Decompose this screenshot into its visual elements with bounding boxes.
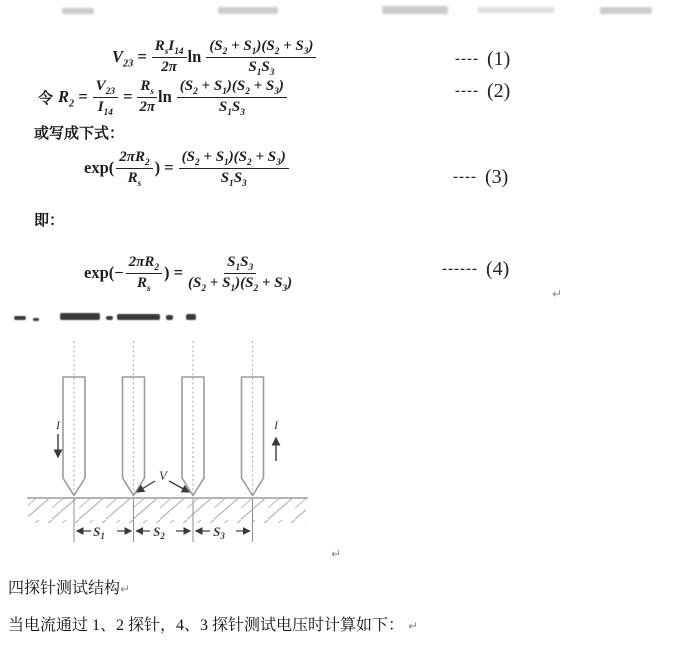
eq4-fraction-exponent	[126, 254, 162, 292]
figure-caption-line	[8, 575, 130, 598]
eq2-frac1-numerator: $V_{23}$	[93, 78, 118, 97]
spacing-label-s1: $S_1$	[93, 524, 105, 541]
eq1-number-label: (1)	[486, 48, 511, 70]
surface-hatching	[28, 499, 306, 523]
eq1-ln-operator: ln	[187, 47, 202, 66]
eq4-number-label: (4)	[485, 258, 510, 280]
eq2-prefix-ling: 令	[38, 90, 54, 107]
eq3-close-equals: ) =	[154, 158, 174, 177]
eq1-lhs: $V_{23}$ =	[112, 47, 147, 70]
paragraph-mark-after-figure: ↵	[331, 547, 342, 561]
probe-2	[123, 377, 145, 496]
paragraph-mark-after-eq4: ↵	[552, 287, 563, 301]
spacing-label-s3: $S_3$	[213, 524, 225, 541]
current-label-right: I	[274, 418, 278, 432]
eq3-frac1-denominator: $R_s$	[127, 169, 142, 189]
paragraph-mark-after-body: ↵	[408, 619, 419, 633]
eq2-lhs: $R_2$ =	[58, 87, 88, 110]
equation-2	[38, 77, 287, 117]
eq3-fraction-exponent	[116, 149, 152, 187]
equation-3	[84, 147, 289, 189]
eq4-leader-dashes: ------	[442, 261, 478, 277]
eq1-leader-dashes: ----	[455, 51, 479, 67]
voltage-label: V	[159, 468, 167, 483]
intro-text-or-written-as: 或写成下式：	[34, 126, 125, 142]
intro-text-namely: 即：	[34, 213, 65, 229]
equation-4-number	[442, 258, 509, 281]
eq2-frac3-numerator: $(S_2 + S_1)(S_2 + S_3)$	[177, 78, 287, 97]
probe-1	[63, 377, 85, 496]
eq4-close-equals: ) =	[164, 263, 184, 282]
paragraph-mark-after-caption: ↵	[120, 582, 131, 596]
eq4-frac2-numerator: $S_1S_3$	[224, 254, 256, 273]
eq2-fraction-spacing	[177, 78, 287, 116]
spacing-label-s2: $S_2$	[153, 524, 165, 541]
probe-3	[182, 377, 204, 496]
eq3-frac2-denominator: $S_1S_3$	[220, 169, 247, 189]
eq4-fraction-spacing	[188, 254, 292, 292]
equation-3-number	[453, 166, 508, 189]
equation-2-number	[455, 80, 510, 103]
eq1-fraction-coefficient	[152, 38, 187, 76]
eq3-frac1-numerator: $2\pi R_2$	[116, 149, 152, 168]
eq2-leader-dashes: ----	[455, 83, 479, 99]
equation-1	[112, 37, 316, 77]
eq1-frac1-numerator: $R_sI_{14}$	[152, 38, 187, 57]
eq3-frac2-numerator: $(S_2 + S_1)(S_2 + S_3)$	[179, 149, 289, 168]
eq2-fraction-coefficient	[137, 78, 157, 116]
eq4-frac2-denominator: $(S_2 + S_1)(S_2 + S_3)$	[188, 274, 293, 294]
eq2-equals: =	[122, 87, 133, 106]
eq3-fraction-spacing	[179, 149, 289, 187]
eq1-frac1-denominator: 2π	[161, 58, 177, 75]
body-text-line	[8, 612, 418, 635]
voltage-arrow-right	[169, 481, 189, 492]
eq2-fraction-v-over-i	[93, 78, 118, 116]
eq2-frac1-denominator: $I_{14}$	[97, 98, 113, 118]
eq2-ln-operator: ln	[158, 87, 172, 106]
equation-1-number	[455, 48, 510, 71]
eq3-exp-operator: exp(	[84, 158, 115, 177]
eq1-fraction-spacing	[206, 38, 316, 76]
eq4-frac1-denominator: $R_s$	[137, 274, 151, 294]
eq2-frac2-denominator: 2π	[139, 98, 156, 115]
eq3-number-label: (3)	[484, 166, 509, 188]
current-label-left: I	[56, 418, 60, 432]
figure-caption: 四探针测试结构	[8, 580, 121, 597]
eq2-number-label: (2)	[486, 80, 511, 102]
probe-4	[242, 377, 264, 496]
body-text: 当电流通过 1、2 探针，4、3 探针测试电压时计算如下：	[8, 617, 405, 634]
eq2-frac3-denominator: $S_1S_3$	[218, 98, 245, 118]
eq3-leader-dashes: ----	[453, 169, 477, 185]
eq1-frac2-denominator: $S_1S_3$	[248, 58, 275, 78]
eq4-exp-operator: exp(−	[84, 263, 124, 282]
eq1-frac2-numerator: $(S_2 + S_1)(S_2 + S_3)$	[206, 38, 316, 57]
four-probe-figure	[25, 328, 325, 556]
eq4-frac1-numerator: $2\pi R_2$	[126, 254, 162, 273]
equation-4	[84, 252, 292, 294]
eq2-frac2-numerator: $R_s$	[137, 78, 157, 97]
